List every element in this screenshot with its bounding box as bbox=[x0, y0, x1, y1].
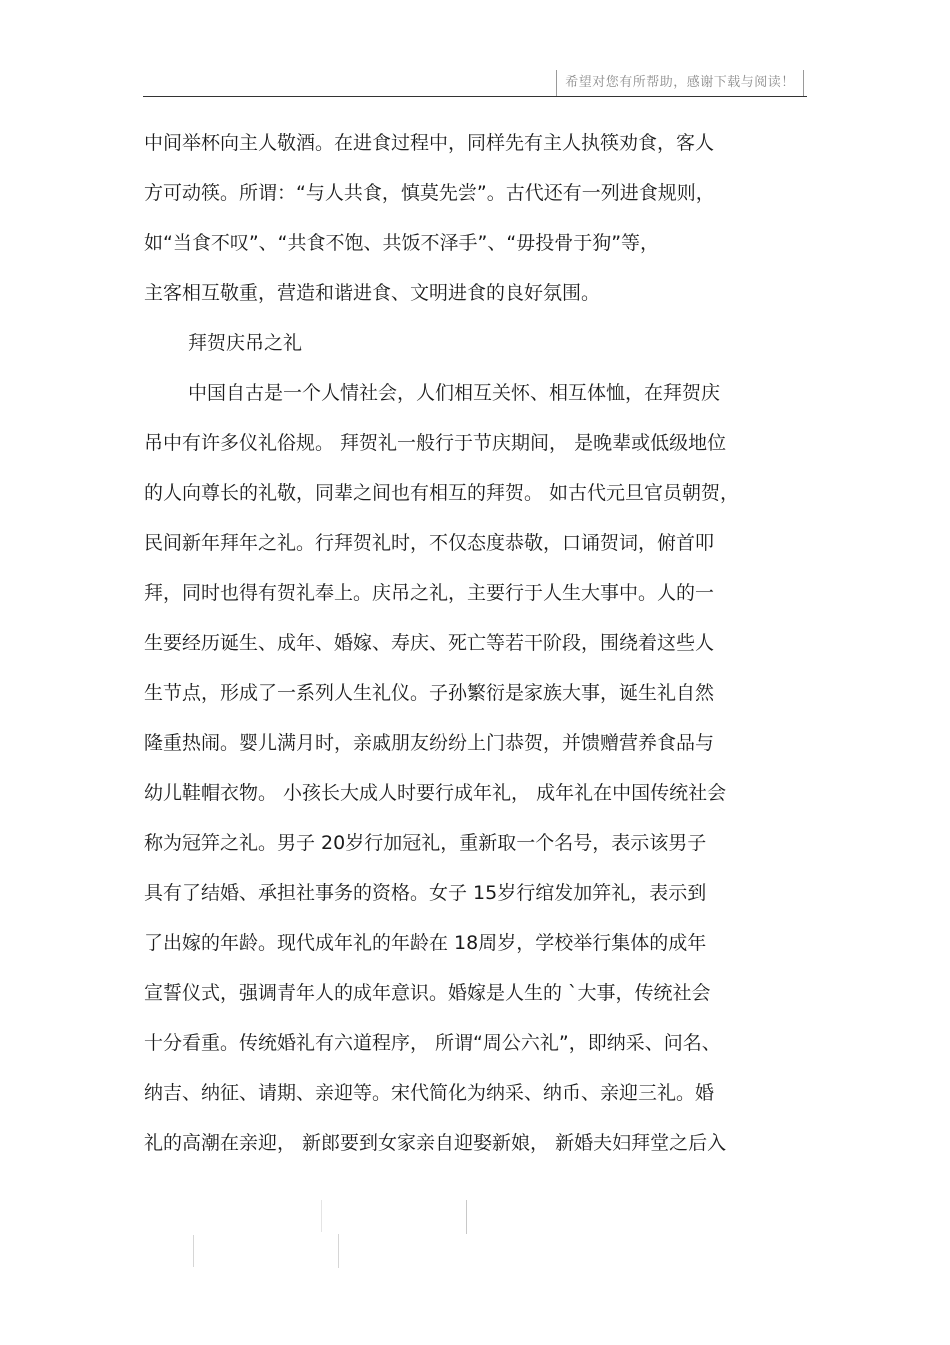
scan-mark bbox=[193, 1235, 194, 1267]
text-line: 方可动筷。所谓：“与人共食，慎莫先尝”。古代还有一列进食规则， bbox=[144, 182, 715, 204]
text-line: 称为冠笄之礼。男子 20岁行加冠礼，重新取一个名号，表示该男子 bbox=[144, 832, 707, 854]
header-rule bbox=[143, 96, 807, 97]
text-line: 如“当食不叹”、“共食不饱、共饭不泽手”、“毋投骨于狗”等， bbox=[144, 232, 660, 254]
text-line: 主客相互敬重，营造和谐进食、文明进食的良好氛围。 bbox=[144, 282, 601, 304]
text-line: 宣誓仪式，强调青年人的成年意识。婚嫁是人生的 `大事，传统社会 bbox=[144, 982, 711, 1004]
text-line: 了出嫁的年龄。现代成年礼的年龄在 18周岁，学校举行集体的成年 bbox=[144, 932, 707, 954]
text-line: 礼的高潮在亲迎， 新郎要到女家亲自迎娶新娘， 新婚夫妇拜堂之后入 bbox=[144, 1132, 727, 1154]
header-banner: 希望对您有所帮助，感谢下载与阅读！ bbox=[556, 70, 804, 96]
text-line: 拜，同时也得有贺礼奉上。庆吊之礼，主要行于人生大事中。人的一 bbox=[144, 582, 715, 604]
document-body bbox=[144, 118, 804, 1168]
text-line: 幼儿鞋帽衣物。 小孩长大成人时要行成年礼， 成年礼在中国传统社会 bbox=[144, 782, 727, 804]
scan-mark bbox=[338, 1234, 339, 1268]
text-line: 中国自古是一个人情社会，人们相互关怀、相互体恤，在拜贺庆 bbox=[188, 382, 721, 404]
text-line: 隆重热闹。婴儿满月时，亲戚朋友纷纷上门恭贺，并馈赠营养食品与 bbox=[144, 732, 715, 754]
text-line: 十分看重。传统婚礼有六道程序， 所谓“周公六礼”，即纳采、问名、 bbox=[144, 1032, 721, 1054]
section-heading: 拜贺庆吊之礼 bbox=[188, 332, 303, 354]
scan-mark bbox=[321, 1200, 322, 1232]
text-line: 民间新年拜年之礼。行拜贺礼时，不仅态度恭敬，口诵贺词，俯首叩 bbox=[144, 532, 715, 554]
text-line: 生节点，形成了一系列人生礼仪。子孙繁衍是家族大事，诞生礼自然 bbox=[144, 682, 715, 704]
text-line: 中间举杯向主人敬酒。在进食过程中，同样先有主人执筷劝食，客人 bbox=[144, 132, 715, 154]
text-line: 的人向尊长的礼敬，同辈之间也有相互的拜贺。 如古代元旦官员朝贺， bbox=[144, 482, 740, 504]
scan-mark bbox=[466, 1200, 467, 1234]
text-line: 具有了结婚、承担社事务的资格。女子 15岁行绾发加笄礼，表示到 bbox=[144, 882, 707, 904]
text-line: 生要经历诞生、成年、婚嫁、寿庆、死亡等若干阶段，围绕着这些人 bbox=[144, 632, 715, 654]
text-line: 吊中有许多仪礼俗规。 拜贺礼一般行于节庆期间， 是晚辈或低级地位 bbox=[144, 432, 727, 454]
text-line: 纳吉、纳征、请期、亲迎等。宋代简化为纳采、纳币、亲迎三礼。婚 bbox=[144, 1082, 715, 1104]
